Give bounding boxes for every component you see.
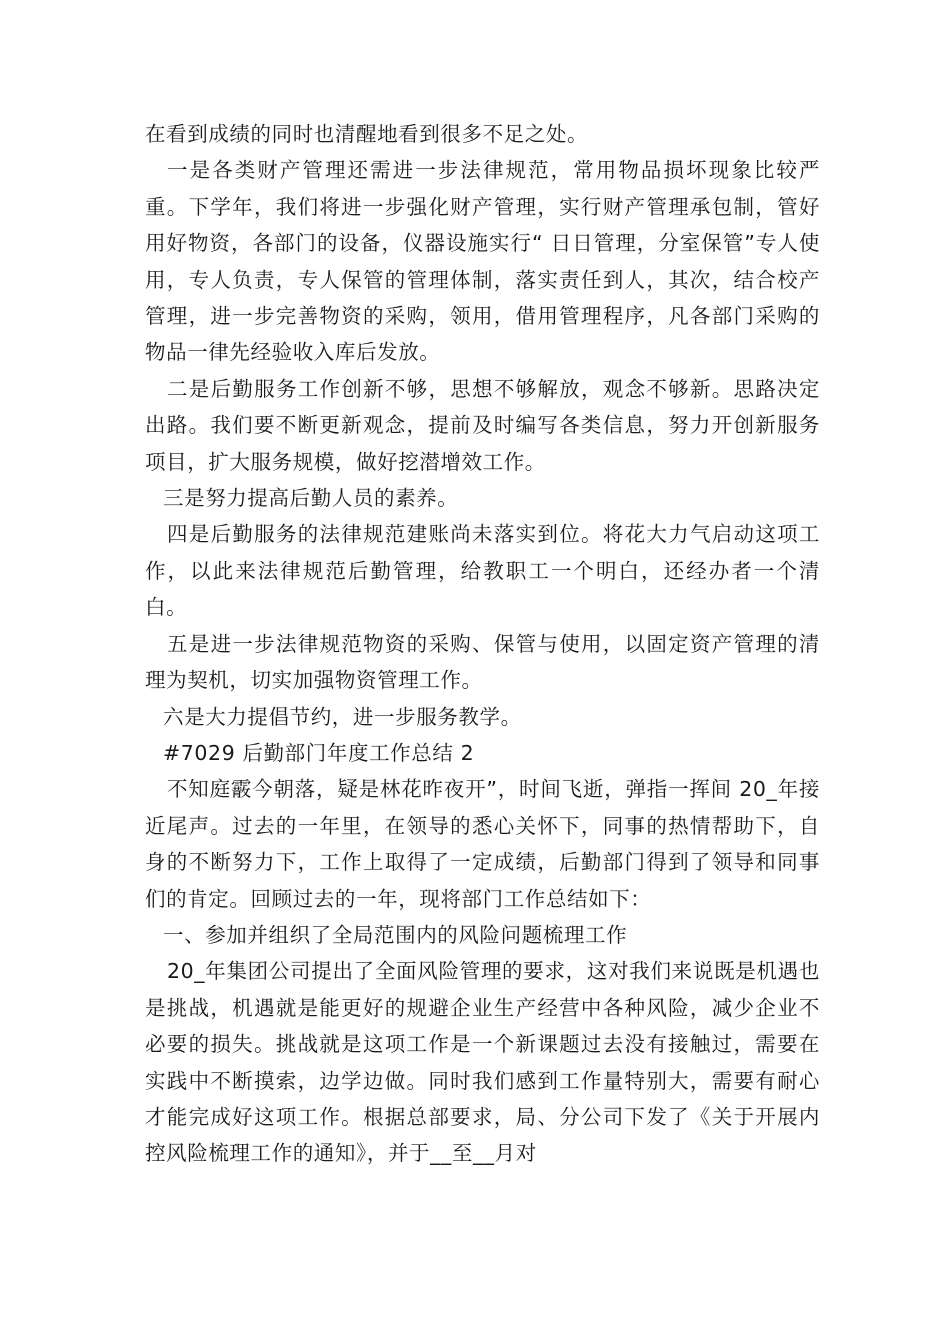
subsection-heading: 一、参加并组织了全局范围内的风险问题梳理工作	[163, 922, 628, 947]
paragraph-item-six: 六是大力提倡节约，进一步服务教学。	[163, 704, 522, 729]
paragraph-intro: 不知庭霰今朝落，疑是林花昨夜开”，时间飞逝，弹指一挥间 20_年接近尾声。过去的一年里，在领导的悉心关怀下，同事的热情帮助下，自身的不断努力下，工作上取得了一定成绩，后勤部门得到了领导和同事们的肯定。回顾过去的一年，现将部门工作总结如下：	[145, 777, 820, 911]
section-heading: #7029 后勤部门年度工作总结 2	[163, 740, 475, 765]
document-body	[145, 116, 820, 1172]
paragraph-item-four: 四是后勤服务的法律规范建账尚未落实到位。将花大力气启动这项工作，以此来法律规范后勤管理，给教职工一个明白，还经办者一个清白。	[145, 522, 820, 620]
paragraph-risk-review: 20_年集团公司提出了全面风险管理的要求，这对我们来说既是机遇也是挑战，机遇就是能更好的规避企业生产经营中各种风险，减少企业不必要的损失。挑战就是这项工作是一个新课题过去没有接触过，需要在实践中不断摸索，边学边做。同时我们感到工作量特别大，需要有耐心才能完成好这项工作。根据总部要求，局、分公司下发了《关于开展内控风险梳理工作的通知》，并于__至__月对	[145, 959, 820, 1166]
paragraph-item-one: 一是各类财产管理还需进一步法律规范，常用物品损坏现象比较严重。下学年，我们将进一步强化财产管理，实行财产管理承包制，管好用好物资，各部门的设备，仪器设施实行“ 日日管理，分室保管”专人使用，专人负责，专人保管的管理体制，落实责任到人，其次，结合校产管理，进一步完善物资的采购，领用，借用管理程序，凡各部门采购的物品一律先经验收入库后发放。	[145, 158, 820, 365]
paragraph-continuation: 在看到成绩的同时也清醒地看到很多不足之处。	[145, 122, 589, 146]
paragraph-item-five: 五是进一步法律规范物资的采购、保管与使用，以固定资产管理的清理为契机，切实加强物资管理工作。	[145, 631, 820, 693]
paragraph-item-two: 二是后勤服务工作创新不够，思想不够解放，观念不够新。思路决定出路。我们要不断更新观念，提前及时编写各类信息，努力开创新服务项目，扩大服务规模，做好挖潜增效工作。	[145, 376, 820, 474]
paragraph-item-three: 三是努力提高后勤人员的素养。	[163, 486, 459, 511]
